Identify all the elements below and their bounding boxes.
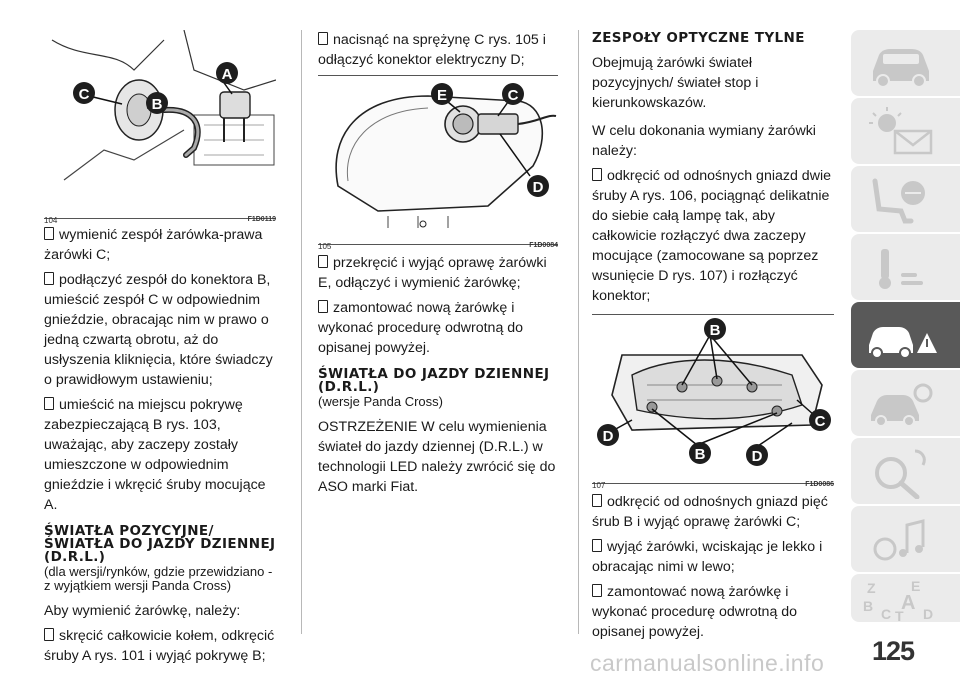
paragraph: Aby wymienić żarówkę, należy:	[44, 603, 241, 619]
svg-text:D: D	[532, 179, 544, 196]
instruction-bullet: odkręcić od odnośnych gniazd pięć śrub B i wyjąć oprawę żarówki C;	[592, 492, 834, 532]
instruction-bullet: zamontować nową żarówkę i wykonać procedurę odwrotną do opisanej powyżej.	[592, 582, 834, 642]
instruction-bullet: przekręcić i wyjąć oprawę żarówki E, odłączyć i wymienić żarówkę;	[318, 253, 558, 293]
multimedia-icon	[861, 511, 941, 567]
label-d-left	[597, 424, 619, 446]
svg-text:T: T	[895, 608, 904, 623]
key-tools-icon	[861, 239, 941, 295]
label-c	[73, 82, 95, 104]
section-heading: ŚWIATŁA DO JAZDY DZIENNEJ (D.R.L.)	[318, 366, 550, 395]
chapter-sidebar	[851, 30, 960, 622]
paragraph: W celu dokonania wymiany żarówki należy:	[592, 123, 816, 159]
label-c	[809, 409, 831, 431]
figure-code: F1D0084	[529, 242, 558, 249]
svg-text:D: D	[923, 606, 934, 622]
svg-text:E: E	[436, 87, 448, 104]
tab-car[interactable]	[851, 30, 960, 96]
svg-text:B: B	[151, 96, 163, 113]
page-number: 125	[872, 636, 915, 666]
label-e	[431, 83, 453, 105]
tab-multimedia[interactable]	[851, 506, 960, 572]
label-d	[527, 175, 549, 197]
column-1	[44, 30, 276, 671]
figure-code: F1D0086	[805, 481, 834, 488]
section-subtitle: (wersje Panda Cross)	[318, 394, 443, 409]
figure-107	[592, 315, 834, 490]
headlamp-bulb-illustration	[44, 30, 276, 202]
svg-text:E: E	[911, 579, 921, 594]
tab-maintenance[interactable]	[851, 370, 960, 436]
svg-text:A: A	[901, 592, 916, 614]
svg-text:C: C	[881, 606, 892, 622]
tab-breakdown[interactable]	[851, 302, 960, 368]
tab-tools[interactable]	[851, 438, 960, 504]
figure-105	[318, 76, 558, 251]
svg-text:D: D	[602, 428, 614, 445]
section-subtitle: (dla wersji/rynków, gdzie przewidziano - z wyjątkiem wersji Panda Cross)	[44, 564, 273, 593]
figure-number: 105	[318, 242, 332, 251]
headlamp-housing-illustration	[318, 76, 558, 228]
svg-text:B: B	[709, 322, 721, 339]
warning-paragraph: OSTRZEŻENIE W celu wymienienia świateł do jazdy dziennej (D.R.L.) w technologii LED należy zwrócić się do ASO marki Fiat.	[318, 419, 556, 495]
section-heading: ZESPOŁY OPTYCZNE TYLNE	[592, 30, 805, 46]
tools-icon	[861, 443, 941, 499]
instruction-bullet: umieścić na miejscu pokrywę zabezpieczającą B rys. 103, uważając, aby zaczepy zostały umieszczone w odpowiednim gnieździe i wkręcić śruby mocujące A.	[44, 395, 276, 515]
column-divider	[578, 30, 579, 634]
label-b-bottom	[689, 442, 711, 464]
index-icon	[861, 579, 941, 623]
label-a	[216, 62, 238, 84]
label-b-top	[704, 318, 726, 340]
column-3	[592, 30, 834, 647]
instruction-bullet: zamontować nową żarówkę i wykonać procedurę odwrotną do opisanej powyżej.	[318, 298, 558, 358]
svg-text:C: C	[507, 87, 519, 104]
svg-text:Z: Z	[867, 580, 876, 596]
instruction-bullet: skręcić całkowicie kołem, odkręcić śruby A rys. 101 i wyjąć pokrywę B;	[44, 628, 275, 664]
car-icon	[861, 35, 941, 91]
column-2	[318, 30, 558, 502]
tab-seat-airbag[interactable]	[851, 166, 960, 232]
breakdown-icon	[861, 307, 941, 363]
instruction-bullet: nacisnąć na sprężynę C rys. 105 i odłączyć konektor elektryczny D;	[318, 30, 558, 70]
svg-text:D: D	[751, 448, 763, 465]
seat-airbag-icon	[861, 171, 941, 227]
instruction-bullet: wyjąć żarówki, wciskając je lekko i obracając nimi w lewo;	[592, 537, 834, 577]
paragraph: Obejmują żarówki świateł pozycyjnych/ świateł stop i kierunkowskazów.	[592, 55, 759, 111]
tab-index[interactable]	[851, 574, 960, 622]
warning-lights-icon	[861, 103, 941, 159]
svg-text:C: C	[78, 86, 90, 103]
svg-text:C: C	[814, 413, 826, 430]
svg-text:B: B	[694, 446, 706, 463]
tab-warning-lights[interactable]	[851, 98, 960, 164]
svg-text:A: A	[221, 66, 233, 83]
figure-number: 104	[44, 216, 58, 225]
maintenance-icon	[861, 375, 941, 431]
label-d-bottom	[746, 444, 768, 466]
tail-lamp-illustration	[592, 315, 834, 467]
label-b	[146, 92, 168, 114]
section-heading: ŚWIATŁA POZYCYJNE/ ŚWIATŁA DO JAZDY DZIENNEJ (D.R.L.)	[44, 523, 276, 565]
instruction-bullet: odkręcić od odnośnych gniazd dwie śruby A rys. 106, pociągnąć delikatnie do siebie całą lampę tak, aby całkowicie rozłączyć dwa zaczepy mocujące (zamocowane są poprzez wsunięcie D rys. 107) i rozłączyć konektor;	[592, 166, 834, 306]
figure-code: F1D0119	[247, 216, 276, 223]
watermark: carmanualsonline.info	[590, 650, 825, 676]
instruction-bullet: podłączyć zespół do konektora B, umieścić zespół C w odpowiednim gnieździe, obracając nim w prawo o jedną czwartą obrotu, aż do usłyszenia kliknięcia, które świadczy o prawidłowym ustawieniu;	[44, 270, 276, 390]
label-c	[502, 83, 524, 105]
figure-number: 107	[592, 481, 606, 490]
column-divider	[301, 30, 302, 634]
figure-104	[44, 30, 276, 225]
instruction-bullet: wymienić zespół żarówka-prawa żarówki C;	[44, 225, 276, 265]
tab-key-tools[interactable]	[851, 234, 960, 300]
svg-text:B: B	[863, 598, 874, 614]
